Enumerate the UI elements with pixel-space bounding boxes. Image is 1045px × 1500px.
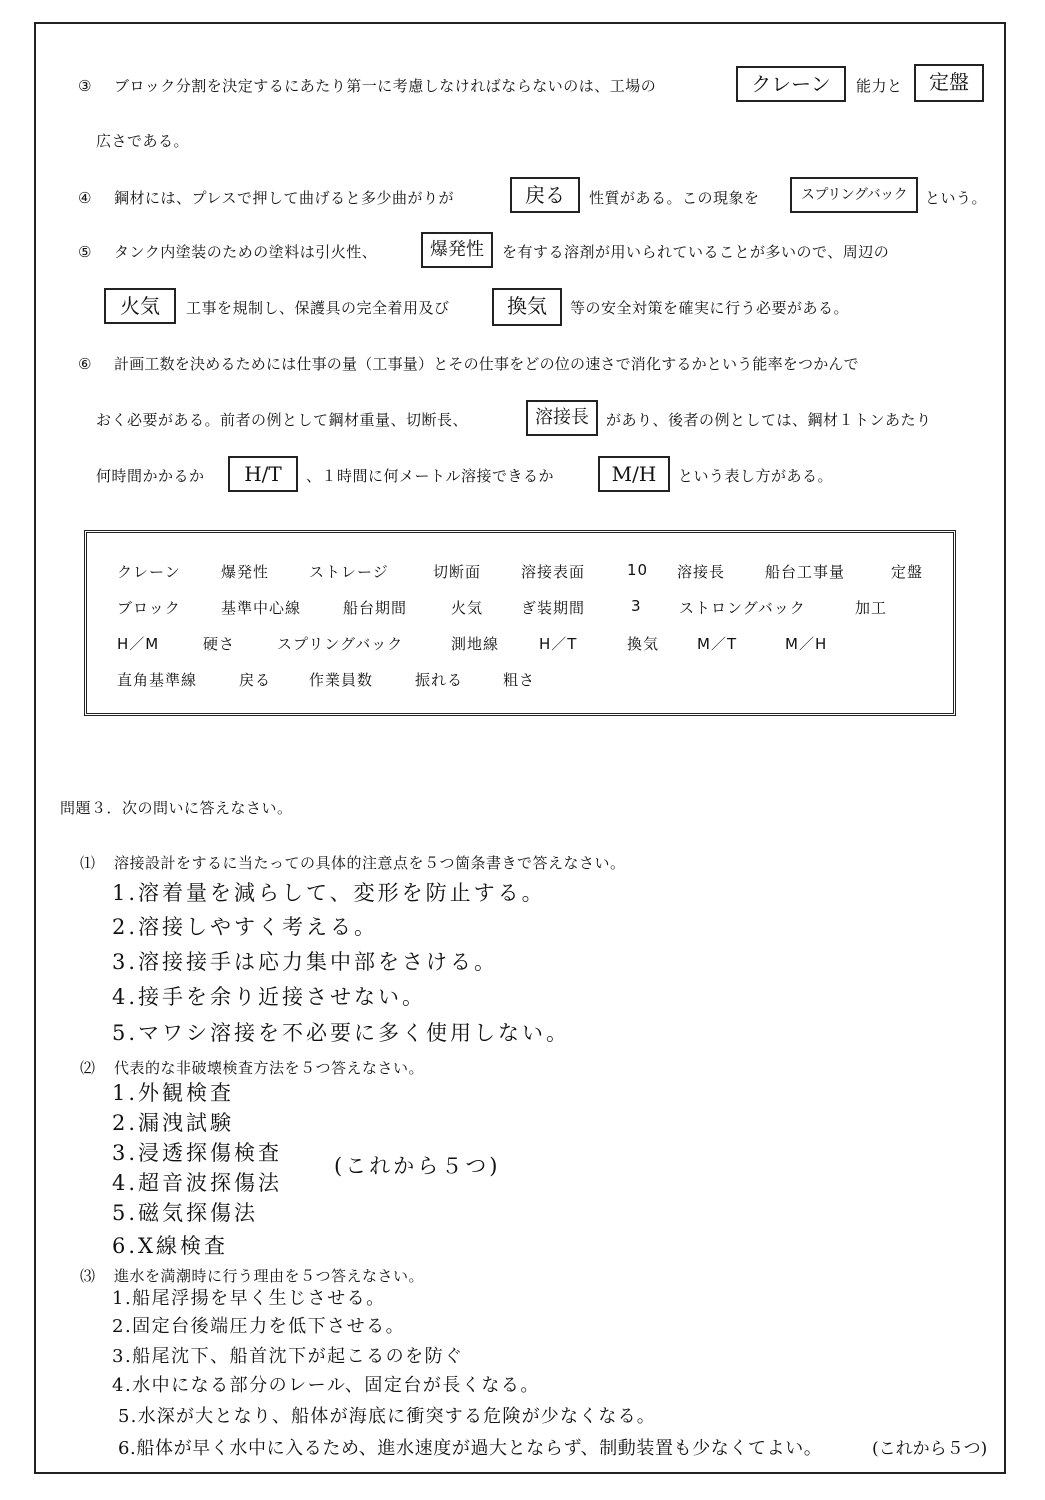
word-item: 基準中心線 (221, 599, 302, 617)
q5-text-a: タンク内塗装のための塗料は引火性、 (114, 243, 378, 261)
sub1-answer-4: 4.接手を余り近接させない。 (112, 985, 427, 1009)
word-item: M／T (697, 635, 738, 653)
sub3-answer-1: 1.船尾浮揚を早く生じさせる。 (112, 1288, 386, 1309)
word-item: 溶接長 (677, 563, 726, 581)
word-item: 加工 (855, 599, 888, 617)
word-item: スプリングバック (277, 635, 404, 653)
word-item: クレーン (117, 563, 181, 581)
q6-text-d: 何時間かかるか (96, 467, 205, 485)
q6-text-c: があり、後者の例としては、鋼材１トンあたり (606, 411, 932, 429)
sub1-answer-3: 3.溶接接手は応力集中部をさける。 (112, 950, 499, 974)
word-item: 作業員数 (309, 671, 374, 689)
sub3-answer-5: 5.水深が大となり、船体が海底に衝突する危険が少なくなる。 (118, 1406, 656, 1427)
q6-text-b: おく必要がある。前者の例として鋼材重量、切断長、 (96, 411, 469, 429)
q5-text-c: 工事を規制し、保護具の完全着用及び (186, 299, 450, 317)
q3-text-a: ブロック分割を決定するにあたり第一に考慮しなければならないのは、工場の (114, 77, 657, 95)
q3-number: ③ (78, 77, 92, 95)
sub3-answer-2: 2.固定台後端圧力を低下させる。 (112, 1316, 406, 1337)
sub3-note: (これから５つ) (872, 1439, 988, 1459)
q4-answer-modoru: 戻る (510, 177, 580, 213)
word-item: ぎ装期間 (521, 599, 586, 617)
word-item: 10 (627, 561, 649, 579)
word-item: 定盤 (891, 563, 924, 581)
q5-number: ⑤ (78, 243, 92, 261)
q5-text-b: を有する溶剤が用いられていることが多いので、周辺の (502, 243, 890, 261)
q6-text-e: 、１時間に何メートル溶接できるか (306, 467, 555, 485)
word-item: 直角基準線 (117, 671, 198, 689)
q5-answer-bakuhatsusei: 爆発性 (421, 232, 493, 268)
sub2-question: 代表的な非破壊検査方法を５つ答えなさい。 (114, 1059, 425, 1077)
sub2-label: ⑵ (80, 1059, 96, 1077)
q6-answer-mh: M/H (598, 456, 670, 492)
word-item: 測地線 (451, 635, 500, 653)
sub3-answer-6: 6.船体が早く水中に入るため、進水速度が過大とならず、制動装置も少なくてよい。 (118, 1438, 823, 1459)
sub1-question: 溶接設計をするに当たっての具体的注意点を５つ箇条書きで答えなさい。 (114, 854, 626, 872)
sub2-note: (これから５つ) (334, 1154, 501, 1178)
q3-answer-crane: クレーン (736, 66, 846, 102)
q4-number: ④ (78, 189, 92, 207)
word-item: H／T (539, 635, 578, 653)
word-item: 戻る (239, 671, 272, 689)
sub2-answer-4: 4.超音波探傷法 (112, 1171, 283, 1195)
problem3-title: 問題３．次の問いに答えなさい。 (60, 799, 293, 817)
word-item: 溶接表面 (521, 563, 586, 581)
word-item: 船台工事量 (765, 563, 846, 581)
sub3-answer-3: 3.船尾沈下、船首沈下が起こるのを防ぐ (112, 1346, 464, 1367)
word-item: 換気 (627, 635, 660, 653)
word-item: 振れる (415, 671, 464, 689)
q6-answer-ht: H/T (228, 456, 298, 492)
sub2-answer-3: 3.浸透探傷検査 (112, 1141, 283, 1165)
word-item: 硬さ (203, 635, 236, 653)
word-item: 船台期間 (343, 599, 408, 617)
word-item: H／M (117, 635, 160, 653)
q6-number: ⑥ (78, 355, 92, 373)
word-item: M／H (785, 635, 828, 653)
sub3-question: 進水を満潮時に行う理由を５つ答えなさい。 (114, 1267, 425, 1285)
sub1-answer-2: 2.溶接しやすく考える。 (112, 915, 379, 939)
q4-answer-springback: スプリングバック (790, 177, 918, 213)
q6-text-a: 計画工数を決めるためには仕事の量（工事量）とその仕事をどの位の速さで消化するかという能率をつかんで (114, 355, 859, 373)
word-item: ストロングバック (679, 599, 806, 617)
q3-text-c: 広さである。 (96, 132, 190, 150)
word-item: 爆発性 (221, 563, 270, 581)
sub2-answer-6: 6.X線検査 (112, 1234, 228, 1258)
word-item: ストレージ (309, 563, 389, 581)
word-item: ブロック (117, 599, 181, 617)
q4-text-a: 鋼材には、プレスで押して曲げると多少曲がりが (114, 189, 454, 207)
q3-answer-jouban: 定盤 (914, 64, 984, 102)
q3-text-b: 能力と (856, 77, 903, 95)
q5-text-d: 等の安全対策を確実に行う必要がある。 (570, 299, 850, 317)
sub1-label: ⑴ (80, 854, 96, 872)
sub2-answer-2: 2.漏洩試験 (112, 1111, 235, 1135)
sub2-answer-1: 1.外観検査 (112, 1081, 235, 1105)
q6-text-f: という表し方がある。 (678, 467, 834, 485)
q6-answer-yousetsuchou: 溶接長 (526, 400, 598, 436)
sub1-answer-1: 1.溶着量を減らして、変形を防止する。 (112, 881, 546, 905)
sub1-answer-5: 5.マワシ溶接を不必要に多く使用しない。 (112, 1021, 571, 1045)
q4-text-c: という。 (925, 189, 988, 207)
q5-answer-kaki: 火気 (104, 288, 176, 324)
sub3-answer-4: 4.水中になる部分のレール、固定台が長くなる。 (112, 1375, 540, 1396)
word-item: 粗さ (503, 671, 536, 689)
word-item: 3 (631, 597, 642, 615)
word-item: 火気 (451, 599, 484, 617)
word-choice-box (84, 530, 956, 716)
q5-answer-kanki: 換気 (492, 288, 562, 326)
sub2-answer-5: 5.磁気探傷法 (112, 1201, 259, 1225)
word-item: 切断面 (433, 563, 482, 581)
q4-text-b: 性質がある。この現象を (589, 189, 760, 207)
sub3-label: ⑶ (80, 1267, 96, 1285)
